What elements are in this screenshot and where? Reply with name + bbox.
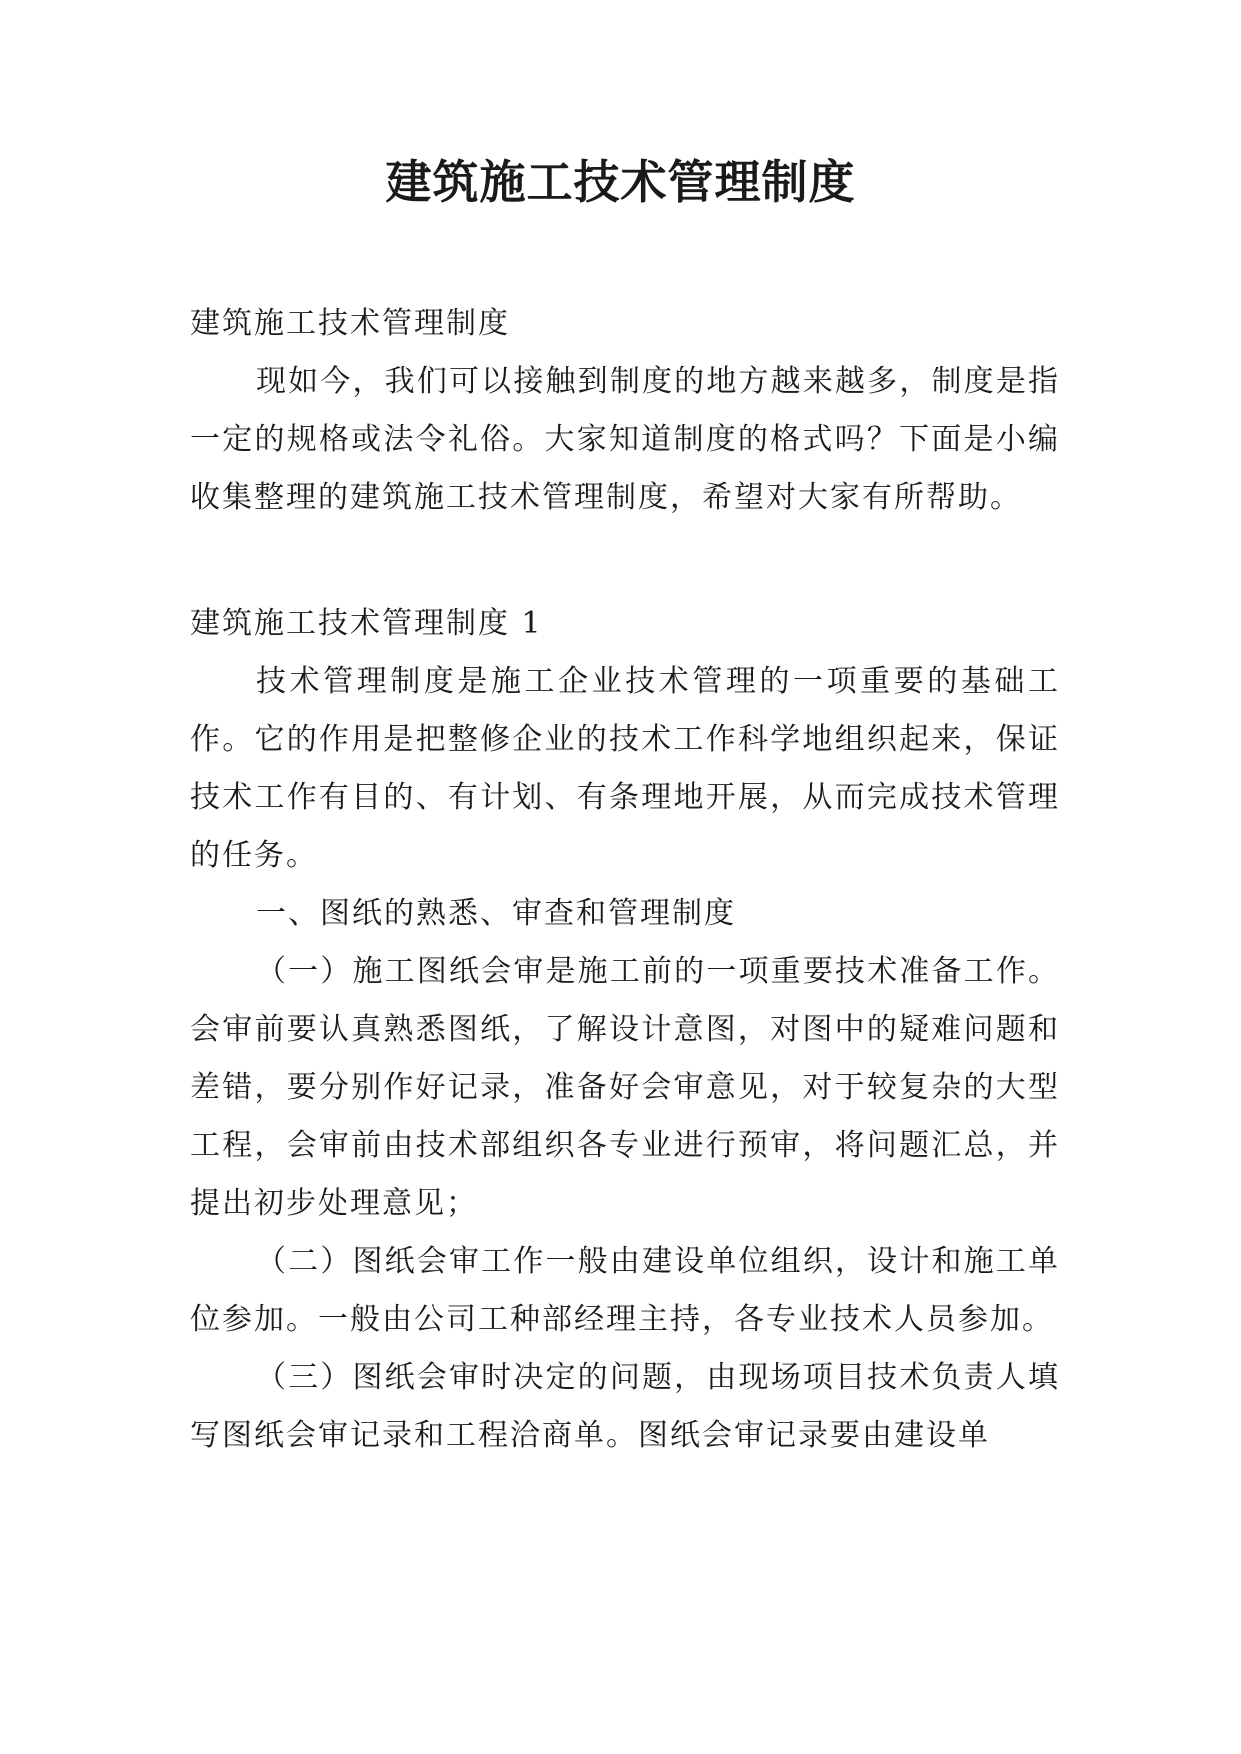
- document-title: 建筑施工技术管理制度: [385, 155, 856, 209]
- intro-paragraph: 现如今，我们可以接触到制度的地方越来越多，制度是指一定的规格或法令礼俗。大家知道制度的格式吗？下面是小编收集整理的建筑施工技术管理制度，希望对大家有所帮助。: [190, 364, 1060, 515]
- body-paragraph: （一）施工图纸会审是施工前的一项重要技术准备工作。会审前要认真熟悉图纸，了解设计意图，对图中的疑难问题和差错，要分别作好记录，准备好会审意见，对于较复杂的大型工程，会审前由技术部组织各专业进行预审，将问题汇总，并提出初步处理意见；: [190, 954, 1060, 1221]
- document-body: [190, 295, 1060, 1465]
- body-paragraph: （三）图纸会审时决定的问题，由现场项目技术负责人填写图纸会审记录和工程洽商单。图纸会审记录要由建设单: [190, 1360, 1060, 1453]
- subsection-heading: 一、图纸的熟悉、审查和管理制度: [256, 896, 736, 931]
- section-heading-1: 建筑施工技术管理制度 1: [190, 606, 543, 641]
- section-heading-intro: 建筑施工技术管理制度: [190, 306, 510, 341]
- body-paragraph: 技术管理制度是施工企业技术管理的一项重要的基础工作。它的作用是把整修企业的技术工作科学地组织起来，保证技术工作有目的、有计划、有条理地开展，从而完成技术管理的任务。: [190, 664, 1060, 873]
- body-paragraph: （二）图纸会审工作一般由建设单位组织，设计和施工单位参加。一般由公司工种部经理主持，各专业技术人员参加。: [190, 1244, 1060, 1337]
